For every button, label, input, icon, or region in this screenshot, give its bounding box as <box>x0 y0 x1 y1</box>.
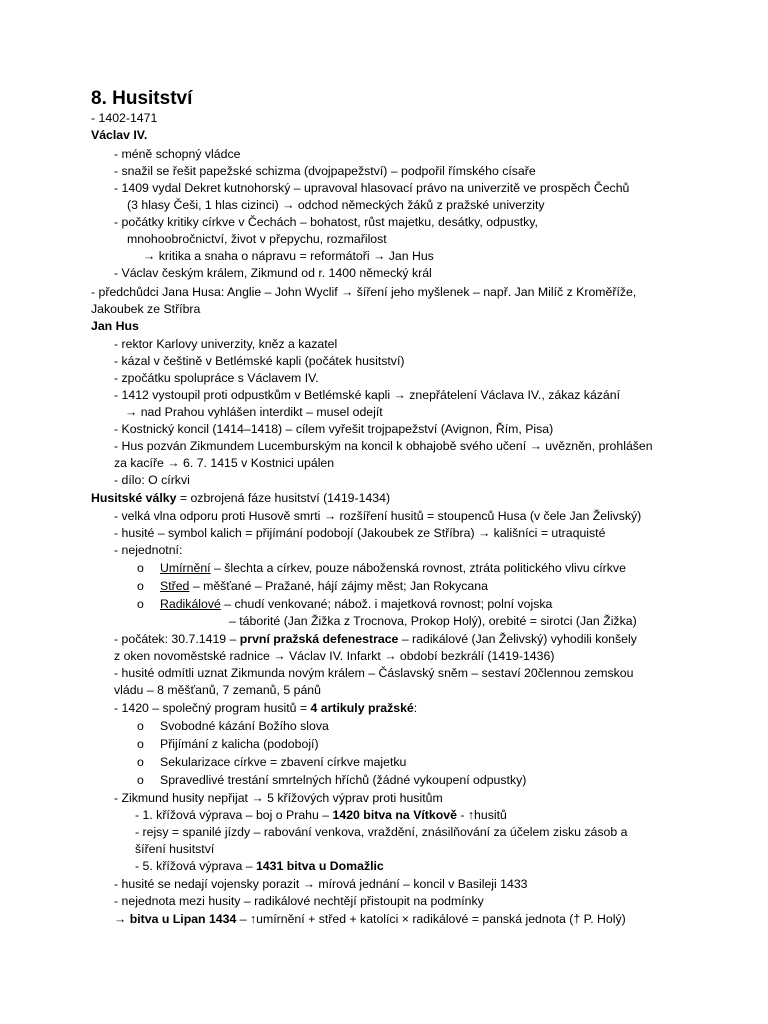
sub-bullet-term: Radikálové <box>160 597 221 611</box>
valky-line: - nejednotní: <box>114 543 183 557</box>
valky-line: - velká vlna odporu proti Husově smrti → rozšíření husitů = stoupenců Husa (v čele Jan Želivský) <box>114 509 642 523</box>
vaclav-line: (3 hlasy Češi, 1 hlas cizinci) → odchod německých žáků z pražské univerzity <box>127 198 545 212</box>
artikul-item: Přijímání z kalicha (podobojí) <box>160 737 319 751</box>
sub-bullet-text: – šlechta a církev, pouze náboženská rovnost, ztráta politického vlivu církve <box>210 561 626 575</box>
section-heading-hus: Jan Hus <box>91 319 139 333</box>
section-heading-valky <box>91 490 390 507</box>
artikul-item: Spravedlivé trestání smrtelných hříchů (žádné vykoupení odpustky) <box>160 773 527 787</box>
valky-line-bold: bitva u Lipan 1434 <box>129 912 237 926</box>
crusade-line-bold: 1431 bitva u Domažlic <box>255 859 384 873</box>
crusade-line-text: - ↑husitů <box>456 808 507 822</box>
sub-bullet-marker: o <box>137 773 144 787</box>
sub-bullet-item <box>160 560 626 577</box>
sub-bullet-item <box>160 596 552 613</box>
vaclav-line: mnohoobročnictví, život v přepychu, rozmařilost <box>127 232 387 246</box>
sub-bullet-marker: o <box>137 597 144 611</box>
sub-bullet-marker: o <box>137 755 144 769</box>
valky-line: - nejednota mezi husity – radikálové nechtějí přistoupit na podmínky <box>114 894 484 908</box>
vaclav-line: - Václav českým králem, Zikmund od r. 1400 německý král <box>114 266 432 280</box>
hus-line: - dílo: O církvi <box>114 473 190 487</box>
hus-line: za kacíře → 6. 7. 1415 v Kostnici upálen <box>114 456 335 470</box>
hus-line: - Hus pozván Zikmundem Lucemburským na koncil k obhajobě svého učení → uvězněn, prohlášen <box>114 439 653 453</box>
crusade-line: - rejsy = spanilé jízdy – rabování venkova, vraždění, znásilňování za účelem zisku zásob a <box>135 825 628 839</box>
valky-line-bold: 4 artikuly pražské <box>310 701 414 715</box>
sub-bullet-term: Střed <box>160 579 190 593</box>
valky-line-text: – ↑umírnění + střed + katolíci × radikálové = panská jednota († P. Holý) <box>236 912 626 926</box>
sub-bullet-text: – chudí venkované; nábož. i majetková rovnost; polní vojska <box>220 597 553 611</box>
artikul-item: Svobodné kázání Božího slova <box>160 719 329 733</box>
valky-line-text: - počátek: 30.7.1419 – <box>114 632 240 646</box>
sub-bullet-marker: o <box>137 579 144 593</box>
sub-bullet-text: – měšťané – Pražané, hájí zájmy měst; Jan Rokycana <box>189 579 488 593</box>
valky-line-text: → <box>114 912 130 926</box>
vaclav-line: - počátky kritiky církve v Čechách – bohatost, růst majetku, desátky, odpustky, <box>114 215 538 229</box>
hus-line: - kázal v češtině v Betlémské kapli (počátek husitství) <box>114 354 405 368</box>
sub-bullet-term: Umírnění <box>160 561 211 575</box>
predchudci-line: Jakoubek ze Stříbra <box>91 302 201 316</box>
sub-bullet-marker: o <box>137 737 144 751</box>
hus-line: - zpočátku spolupráce s Václavem IV. <box>114 371 319 385</box>
page-title: 8. Husitství <box>91 88 193 109</box>
sub-bullet-continuation: – táborité (Jan Žižka z Trocnova, Prokop Holý), orebité = sirotci (Jan Žižka) <box>229 614 637 628</box>
valky-line: - husité odmítli uznat Zikmunda novým králem – Čáslavský sněm – sestaví 20člennou zemskou <box>114 666 634 680</box>
crusade-line-bold: 1420 bitva na Vítkově <box>332 808 457 822</box>
valky-line: - husité – symbol kalich = přijímání podobojí (Jakoubek ze Stříbra) → kališníci = utraquisté <box>114 526 606 540</box>
sub-bullet-item <box>160 578 488 595</box>
valky-line: - Zikmund husity nepřijat → 5 křížových výprav proti husitům <box>114 791 443 805</box>
crusade-line <box>135 807 507 824</box>
hus-line: - 1412 vystoupil proti odpustkům v Betlémské kapli → znepřátelení Václava IV., zákaz kázání <box>114 388 621 402</box>
valky-line: - husité se nedají vojensky porazit → mírová jednání – koncil v Basileji 1433 <box>114 877 528 891</box>
crusade-line: šíření husitství <box>135 842 215 856</box>
valky-heading-term: Husitské války <box>91 491 177 505</box>
crusade-line-text: - 1. křížová výprava – boj o Prahu – <box>135 808 333 822</box>
years-line: - 1402-1471 <box>91 111 158 125</box>
valky-line <box>114 911 626 928</box>
vaclav-line: → kritika a snaha o nápravu = reformátoři → Jan Hus <box>143 249 434 263</box>
valky-line <box>114 631 637 648</box>
valky-line: vládu – 8 měšťanů, 7 zemanů, 5 pánů <box>114 683 321 697</box>
artikul-item: Sekularizace církve = zbavení církve majetku <box>160 755 407 769</box>
hus-line: - Kostnický koncil (1414–1418) – cílem vyřešit trojpapežství (Avignon, Řím, Pisa) <box>114 422 554 436</box>
vaclav-line: - snažil se řešit papežské schizma (dvojpapežství) – podpořil římského císaře <box>114 164 536 178</box>
vaclav-line: - 1409 vydal Dekret kutnohorský – upravoval hlasovací právo na univerzitě ve prospěch Čechů <box>114 181 630 195</box>
vaclav-line: - méně schopný vládce <box>114 147 241 161</box>
section-heading-vaclav: Václav IV. <box>91 128 148 142</box>
sub-bullet-marker: o <box>137 561 144 575</box>
valky-line: z oken novoměstské radnice → Václav IV. Infarkt → období bezkrálí (1419-1436) <box>114 649 555 663</box>
valky-line-text: : <box>413 701 418 715</box>
valky-line-text: – radikálové (Jan Želivský) vyhodili konšely <box>398 632 637 646</box>
valky-line-text: - 1420 – společný program husitů = <box>114 701 311 715</box>
valky-line <box>114 700 417 717</box>
valky-line-bold: první pražská defenestrace <box>239 632 399 646</box>
sub-bullet-marker: o <box>137 719 144 733</box>
crusade-line <box>135 858 384 875</box>
crusade-line-text: - 5. křížová výprava – <box>135 859 256 873</box>
hus-line: → nad Prahou vyhlášen interdikt – musel odejít <box>125 405 383 419</box>
predchudci-line: - předchůdci Jana Husa: Anglie – John Wyclif → šíření jeho myšlenek – např. Jan Milíč z Kroměříže, <box>91 285 637 299</box>
hus-line: - rektor Karlovy univerzity, kněz a kazatel <box>114 337 338 351</box>
valky-heading-rest: = ozbrojená fáze husitství (1419-1434) <box>176 491 391 505</box>
